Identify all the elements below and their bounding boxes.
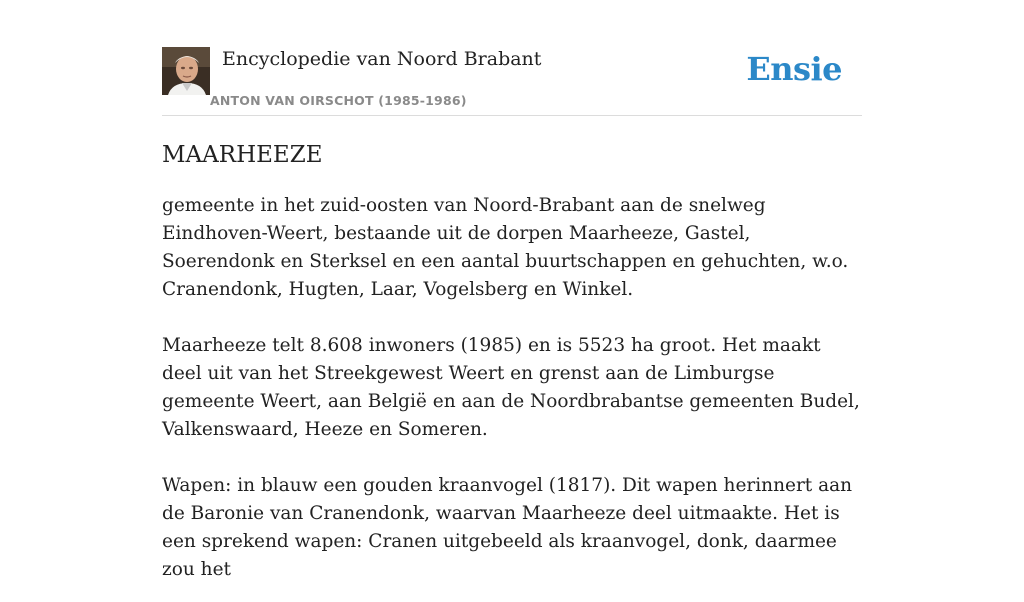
author-avatar[interactable] <box>162 47 210 95</box>
ensie-logo[interactable]: Ensie <box>746 50 842 88</box>
source-title[interactable]: Encyclopedie van Noord Brabant <box>222 48 542 70</box>
article-paragraph: Maarheeze telt 8.608 inwoners (1985) en is 5523 ha groot. Het maakt deel uit van het Streekgewest Weert en grenst aan de Limburgse gemeente Weert, aan België en aan de Noordbrabantse gemeenten Budel, Valkenswaard, Heeze en Someren. <box>162 335 860 440</box>
source-header <box>162 46 862 116</box>
article-title: MAARHEEZE <box>162 142 323 168</box>
author-byline[interactable]: ANTON VAN OIRSCHOT (1985-1986) <box>210 93 467 108</box>
article-paragraph: Wapen: in blauw een gouden kraanvogel (1817). Dit wapen herinnert aan de Baronie van Cranendonk, waarvan Maarheeze deel uitmaakte. Het is een sprekend wapen: Cranen uitgebeeld als kraanvogel, donk, daarmee zou het <box>162 475 853 580</box>
article-paragraph: gemeente in het zuid-oosten van Noord-Brabant aan de snelweg Eindhoven-Weert, bestaande uit de dorpen Maarheeze, Gastel, Soerendonk en Sterksel en een aantal buurtschappen en gehuchten, w.o. Cranendonk, Hugten, Laar, Vogelsberg en Winkel. <box>162 195 849 300</box>
article-body <box>162 192 862 602</box>
author-portrait-icon <box>162 47 210 95</box>
